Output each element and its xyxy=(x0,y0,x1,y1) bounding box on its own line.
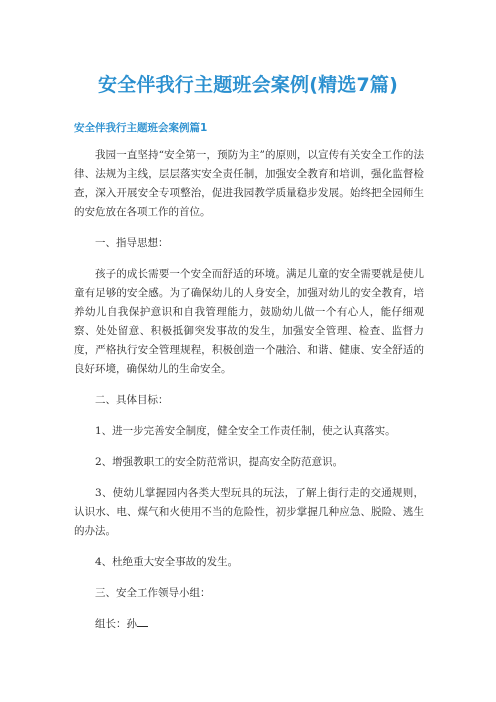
leader-line xyxy=(74,615,424,634)
goal-item-4: 4、杜绝重大安全事故的发生。 xyxy=(95,556,239,568)
goal-item-2: 2、增强教职工的安全防范常识，提高安全防范意识。 xyxy=(95,456,344,468)
heading-specific-goals: 二、具体目标： xyxy=(95,394,169,406)
goal-item-1: 1、进一步完善安全制度，健全安全工作责任制，使之认真落实。 xyxy=(95,425,396,437)
intro-paragraph: 我园一直坚持“安全第一，预防为主”的原则，以宣传有关安全工作的法律、法规为主线，层层落实安全责任制，加强安全教育和培训，强化监督检查，深入开展安全专项整治，促进我园教学质量稳步发展。始终把全园师生的安危放在各项工作的首位。 xyxy=(74,149,424,218)
section-title: 安全伴我行主题班会案例篇1 xyxy=(74,122,208,134)
guiding-paragraph: 孩子的成长需要一个安全而舒适的环境。满足儿童的安全需要就是使儿童有足够的安全感。为了确保幼儿的人身安全，加强对幼儿的安全教育，培养幼儿自我保护意识和自我管理能力，鼓励幼儿做一个有心人，能仔细观察、处处留意、积极抵御突发事故的发生，加强安全管理、检查、监督力度，严格执行安全管理规程，积极创造一个融洽、和谐、健康、安全舒适的良好环境，确保幼儿的生命安全。 xyxy=(74,268,424,375)
leader-label: 组长：孙 xyxy=(95,618,137,630)
goal-item-3: 3、使幼儿掌握园内各类大型玩具的玩法，了解上街行走的交通规则，认识水、电、煤气和火使用不当的危险性，初步掌握几种应急、脱险、逃生的办法。 xyxy=(74,487,424,537)
name-underline xyxy=(137,615,148,627)
document-title: 安全伴我行主题班会案例(精选7篇) xyxy=(98,74,398,96)
heading-guiding-ideology: 一、指导思想： xyxy=(95,237,169,249)
document-body xyxy=(74,146,424,646)
heading-leadership-group: 三、安全工作领导小组： xyxy=(95,587,211,599)
